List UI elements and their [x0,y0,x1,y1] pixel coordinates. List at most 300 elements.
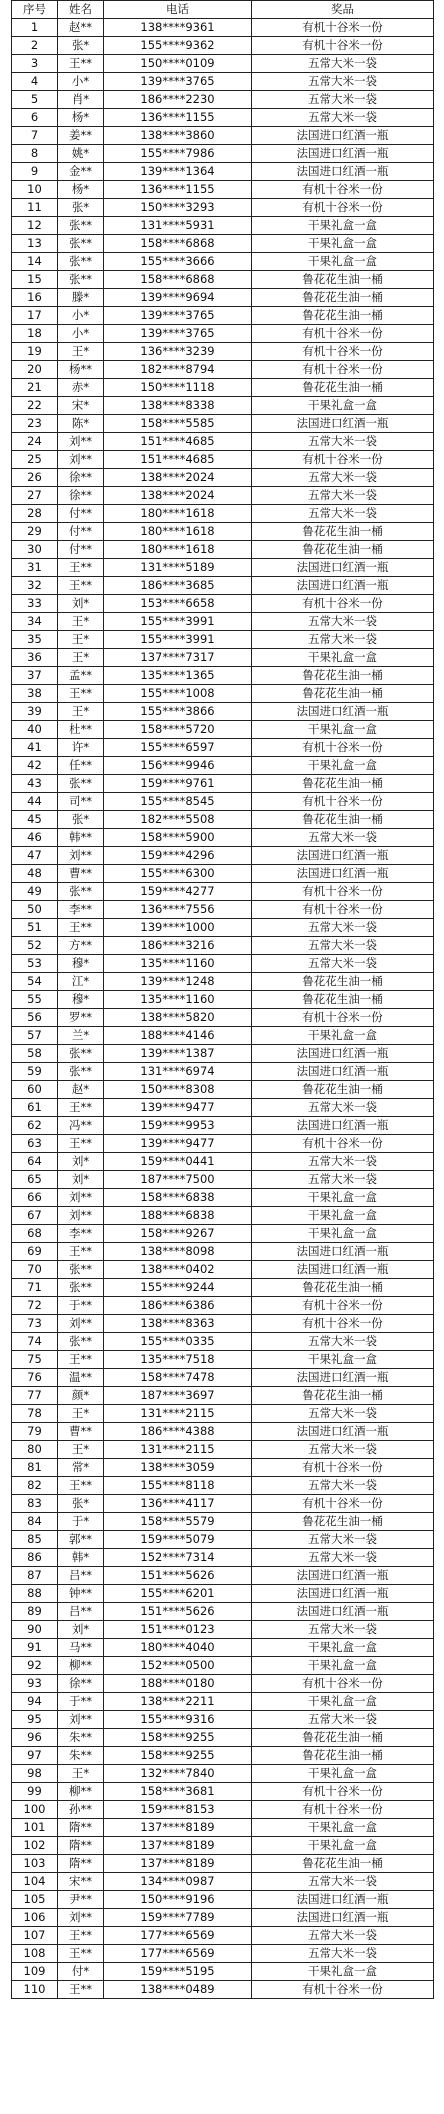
prize: 干果礼盒一盒 [252,1837,434,1855]
winner-name: 杨** [58,361,104,379]
phone-number: 159****9953 [104,1117,252,1135]
table-row [12,199,434,217]
table-row [12,1225,434,1243]
prize: 五常大米一袋 [252,1441,434,1459]
winner-name: 吕** [58,1603,104,1621]
prize: 法国进口红酒一瓶 [252,865,434,883]
phone-number: 186****3685 [104,577,252,595]
winner-name: 赵** [58,19,104,37]
row-index: 18 [12,325,58,343]
phone-number: 138****3860 [104,127,252,145]
prize: 有机十谷米一份 [252,1495,434,1513]
winner-name: 小* [58,73,104,91]
phone-number: 186****3216 [104,937,252,955]
prize: 五常大米一袋 [252,73,434,91]
prize: 五常大米一袋 [252,1711,434,1729]
winner-name: 王** [58,1243,104,1261]
prize: 鲁花花生油一桶 [252,775,434,793]
phone-number: 139****1000 [104,919,252,937]
row-index: 65 [12,1171,58,1189]
row-index: 47 [12,847,58,865]
phone-number: 138****2024 [104,487,252,505]
phone-number: 188****6838 [104,1207,252,1225]
table-row [12,1549,434,1567]
row-index: 41 [12,739,58,757]
table-row [12,1477,434,1495]
prize: 法国进口红酒一瓶 [252,1045,434,1063]
winner-name: 杨* [58,181,104,199]
winner-name: 钟** [58,1585,104,1603]
winner-name: 柳** [58,1783,104,1801]
phone-number: 138****8098 [104,1243,252,1261]
table-row [12,667,434,685]
winner-name: 刘** [58,847,104,865]
phone-number: 138****9361 [104,19,252,37]
prize: 有机十谷米一份 [252,181,434,199]
prize: 鲁花花生油一桶 [252,1279,434,1297]
row-index: 74 [12,1333,58,1351]
row-index: 49 [12,883,58,901]
phone-number: 155****8545 [104,793,252,811]
prize: 干果礼盒一盒 [252,1963,434,1981]
row-index: 5 [12,91,58,109]
row-index: 43 [12,775,58,793]
winner-name: 冯** [58,1117,104,1135]
table-row [12,235,434,253]
phone-number: 139****9477 [104,1099,252,1117]
winner-name: 王** [58,1945,104,1963]
row-index: 108 [12,1945,58,1963]
phone-number: 155****0335 [104,1333,252,1351]
phone-number: 137****8189 [104,1819,252,1837]
prize: 鲁花花生油一桶 [252,1387,434,1405]
winner-name: 颜* [58,1387,104,1405]
table-row [12,1765,434,1783]
winner-name: 赤* [58,379,104,397]
phone-number: 155****1008 [104,685,252,703]
winner-name: 张** [58,1261,104,1279]
prize: 五常大米一袋 [252,433,434,451]
row-index: 14 [12,253,58,271]
phone-number: 177****6569 [104,1927,252,1945]
winner-name: 付* [58,1963,104,1981]
winner-name: 李** [58,1225,104,1243]
winner-name: 张** [58,253,104,271]
phone-number: 151****0123 [104,1621,252,1639]
winner-name: 曹** [58,865,104,883]
phone-number: 155****9316 [104,1711,252,1729]
phone-number: 131****2115 [104,1441,252,1459]
row-index: 11 [12,199,58,217]
table-row [12,1585,434,1603]
phone-number: 188****4146 [104,1027,252,1045]
table-row [12,1495,434,1513]
winner-name: 吕** [58,1567,104,1585]
phone-number: 138****5820 [104,1009,252,1027]
winner-name: 王* [58,703,104,721]
phone-number: 136****1155 [104,109,252,127]
prize: 干果礼盒一盒 [252,1639,434,1657]
prize: 法国进口红酒一瓶 [252,559,434,577]
phone-number: 137****8189 [104,1855,252,1873]
phone-number: 151****4685 [104,451,252,469]
row-index: 31 [12,559,58,577]
table-row [12,1711,434,1729]
winner-name: 肖* [58,91,104,109]
row-index: 86 [12,1549,58,1567]
phone-number: 150****0109 [104,55,252,73]
row-index: 7 [12,127,58,145]
winner-name: 王* [58,1765,104,1783]
row-index: 28 [12,505,58,523]
winner-name: 张** [58,1333,104,1351]
phone-number: 155****9244 [104,1279,252,1297]
phone-number: 155****8118 [104,1477,252,1495]
row-index: 70 [12,1261,58,1279]
row-index: 37 [12,667,58,685]
phone-number: 177****6569 [104,1945,252,1963]
prize: 有机十谷米一份 [252,1981,434,1999]
row-index: 36 [12,649,58,667]
phone-number: 159****0441 [104,1153,252,1171]
winner-name: 杜** [58,721,104,739]
phone-number: 138****3059 [104,1459,252,1477]
winner-name: 张** [58,883,104,901]
winner-name: 刘* [58,1153,104,1171]
phone-number: 159****4296 [104,847,252,865]
winner-name: 付** [58,541,104,559]
phone-number: 155****3666 [104,253,252,271]
table-row [12,1837,434,1855]
winner-name: 刘* [58,595,104,613]
table-row [12,361,434,379]
row-index: 66 [12,1189,58,1207]
prize: 有机十谷米一份 [252,1801,434,1819]
table-row [12,1315,434,1333]
prize: 鲁花花生油一桶 [252,1081,434,1099]
phone-number: 135****1365 [104,667,252,685]
table-row [12,1873,434,1891]
phone-number: 131****5189 [104,559,252,577]
row-index: 104 [12,1873,58,1891]
table-row [12,433,434,451]
winner-name: 王** [58,1135,104,1153]
table-row [12,811,434,829]
header-name: 姓名 [58,1,104,19]
prize: 五常大米一袋 [252,1099,434,1117]
prize: 干果礼盒一盒 [252,1207,434,1225]
row-index: 2 [12,37,58,55]
winner-name: 王** [58,1927,104,1945]
winner-name: 柳** [58,1657,104,1675]
table-row [12,145,434,163]
prize: 有机十谷米一份 [252,1675,434,1693]
phone-number: 180****1618 [104,541,252,559]
phone-number: 138****8338 [104,397,252,415]
phone-number: 150****9196 [104,1891,252,1909]
winner-name: 刘* [58,1171,104,1189]
prize: 法国进口红酒一瓶 [252,415,434,433]
row-index: 96 [12,1729,58,1747]
winner-name: 曹** [58,1423,104,1441]
prize: 鲁花花生油一桶 [252,541,434,559]
winner-name: 徐** [58,487,104,505]
prize: 有机十谷米一份 [252,325,434,343]
row-index: 89 [12,1603,58,1621]
prize: 法国进口红酒一瓶 [252,577,434,595]
row-index: 78 [12,1405,58,1423]
row-index: 91 [12,1639,58,1657]
table-row [12,1423,434,1441]
table-row [12,1405,434,1423]
row-index: 58 [12,1045,58,1063]
winner-name: 张* [58,811,104,829]
table-row [12,505,434,523]
table-row [12,1531,434,1549]
prize: 有机十谷米一份 [252,1459,434,1477]
table-row [12,1693,434,1711]
phone-number: 150****3293 [104,199,252,217]
table-row [12,1261,434,1279]
winner-name: 王* [58,613,104,631]
winner-name: 小* [58,307,104,325]
prize: 五常大米一袋 [252,955,434,973]
winner-name: 许* [58,739,104,757]
prize: 法国进口红酒一瓶 [252,1891,434,1909]
phone-number: 138****2024 [104,469,252,487]
table-row [12,1459,434,1477]
prize: 干果礼盒一盒 [252,1351,434,1369]
row-index: 27 [12,487,58,505]
prize: 有机十谷米一份 [252,595,434,613]
phone-number: 187****3697 [104,1387,252,1405]
table-row [12,793,434,811]
prize: 五常大米一袋 [252,1531,434,1549]
winner-name: 陈* [58,415,104,433]
phone-number: 186****4388 [104,1423,252,1441]
table-row [12,253,434,271]
header-phone: 电话 [104,1,252,19]
winner-name: 于** [58,1693,104,1711]
table-row [12,739,434,757]
row-index: 99 [12,1783,58,1801]
row-index: 1 [12,19,58,37]
phone-number: 158****5579 [104,1513,252,1531]
row-index: 72 [12,1297,58,1315]
table-row [12,919,434,937]
phone-number: 158****9267 [104,1225,252,1243]
table-row [12,55,434,73]
winner-name: 温** [58,1369,104,1387]
row-index: 8 [12,145,58,163]
winner-name: 隋** [58,1837,104,1855]
prize: 有机十谷米一份 [252,883,434,901]
winner-name: 张* [58,37,104,55]
row-index: 103 [12,1855,58,1873]
table-row [12,1135,434,1153]
table-row [12,289,434,307]
winner-name: 徐** [58,469,104,487]
winner-name: 宋** [58,1873,104,1891]
winner-name: 王** [58,685,104,703]
row-index: 22 [12,397,58,415]
row-index: 40 [12,721,58,739]
winner-name: 刘** [58,451,104,469]
table-row [12,1243,434,1261]
row-index: 61 [12,1099,58,1117]
phone-number: 135****7518 [104,1351,252,1369]
table-row [12,595,434,613]
row-index: 83 [12,1495,58,1513]
prize: 干果礼盒一盒 [252,721,434,739]
header-prize: 奖品 [252,1,434,19]
table-row [12,1675,434,1693]
phone-number: 186****2230 [104,91,252,109]
table-row [12,37,434,55]
phone-number: 158****3681 [104,1783,252,1801]
winner-name: 孟** [58,667,104,685]
table-row [12,757,434,775]
prize: 鲁花花生油一桶 [252,307,434,325]
prize: 有机十谷米一份 [252,19,434,37]
phone-number: 132****7840 [104,1765,252,1783]
prize: 五常大米一袋 [252,91,434,109]
winner-name: 张** [58,235,104,253]
phone-number: 131****2115 [104,1405,252,1423]
winner-name: 滕* [58,289,104,307]
winner-name: 王** [58,559,104,577]
table-row [12,1207,434,1225]
prize: 干果礼盒一盒 [252,217,434,235]
row-index: 16 [12,289,58,307]
table-row [12,1081,434,1099]
winner-name: 于* [58,1513,104,1531]
header-index: 序号 [12,1,58,19]
winner-name: 张** [58,775,104,793]
phone-number: 137****7317 [104,649,252,667]
phone-number: 158****9255 [104,1729,252,1747]
table-row [12,1045,434,1063]
table-row [12,1297,434,1315]
table-row [12,1369,434,1387]
phone-number: 187****7500 [104,1171,252,1189]
prize: 五常大米一袋 [252,1927,434,1945]
prize: 法国进口红酒一瓶 [252,1603,434,1621]
phone-number: 151****5626 [104,1603,252,1621]
row-index: 15 [12,271,58,289]
row-index: 107 [12,1927,58,1945]
row-index: 29 [12,523,58,541]
table-row [12,1747,434,1765]
row-index: 10 [12,181,58,199]
row-index: 45 [12,811,58,829]
row-index: 76 [12,1369,58,1387]
prize: 法国进口红酒一瓶 [252,1585,434,1603]
table-row [12,883,434,901]
row-index: 81 [12,1459,58,1477]
table-row [12,1801,434,1819]
table-row [12,73,434,91]
table-row [12,163,434,181]
table-row [12,703,434,721]
table-row [12,1513,434,1531]
prize: 干果礼盒一盒 [252,1657,434,1675]
table-row [12,1819,434,1837]
winner-name: 张** [58,1045,104,1063]
winner-name: 王* [58,343,104,361]
row-index: 79 [12,1423,58,1441]
prize: 五常大米一袋 [252,1945,434,1963]
phone-number: 134****0987 [104,1873,252,1891]
phone-number: 139****3765 [104,73,252,91]
phone-number: 155****3866 [104,703,252,721]
row-index: 69 [12,1243,58,1261]
phone-number: 153****6658 [104,595,252,613]
row-index: 62 [12,1117,58,1135]
row-index: 17 [12,307,58,325]
prize: 有机十谷米一份 [252,901,434,919]
winner-name: 方** [58,937,104,955]
row-index: 26 [12,469,58,487]
table-row [12,1351,434,1369]
table-row [12,1909,434,1927]
winner-name: 任** [58,757,104,775]
prize: 有机十谷米一份 [252,37,434,55]
table-row [12,523,434,541]
winner-name: 刘** [58,1315,104,1333]
row-index: 94 [12,1693,58,1711]
prize: 有机十谷米一份 [252,1315,434,1333]
phone-number: 138****2211 [104,1693,252,1711]
row-index: 85 [12,1531,58,1549]
winner-name: 罗** [58,1009,104,1027]
phone-number: 186****6386 [104,1297,252,1315]
phone-number: 136****4117 [104,1495,252,1513]
row-index: 20 [12,361,58,379]
table-row [12,127,434,145]
table-row [12,1567,434,1585]
table-row [12,991,434,1009]
phone-number: 138****0402 [104,1261,252,1279]
prize: 鲁花花生油一桶 [252,289,434,307]
winner-name: 宋* [58,397,104,415]
table-row [12,1639,434,1657]
winner-name: 隋** [58,1819,104,1837]
winner-name: 姚* [58,145,104,163]
row-index: 42 [12,757,58,775]
table-row [12,1009,434,1027]
header-row [12,1,434,19]
prize: 五常大米一袋 [252,613,434,631]
prize: 五常大米一袋 [252,1333,434,1351]
phone-number: 152****7314 [104,1549,252,1567]
phone-number: 139****1248 [104,973,252,991]
row-index: 75 [12,1351,58,1369]
phone-number: 159****7789 [104,1909,252,1927]
phone-number: 155****3991 [104,631,252,649]
winner-name: 张** [58,271,104,289]
prize: 干果礼盒一盒 [252,1765,434,1783]
winner-name: 刘* [58,1621,104,1639]
row-index: 102 [12,1837,58,1855]
prize: 法国进口红酒一瓶 [252,1423,434,1441]
table-row [12,541,434,559]
prize: 干果礼盒一盒 [252,253,434,271]
prize: 有机十谷米一份 [252,343,434,361]
row-index: 3 [12,55,58,73]
table-row [12,1783,434,1801]
winner-name: 朱** [58,1729,104,1747]
